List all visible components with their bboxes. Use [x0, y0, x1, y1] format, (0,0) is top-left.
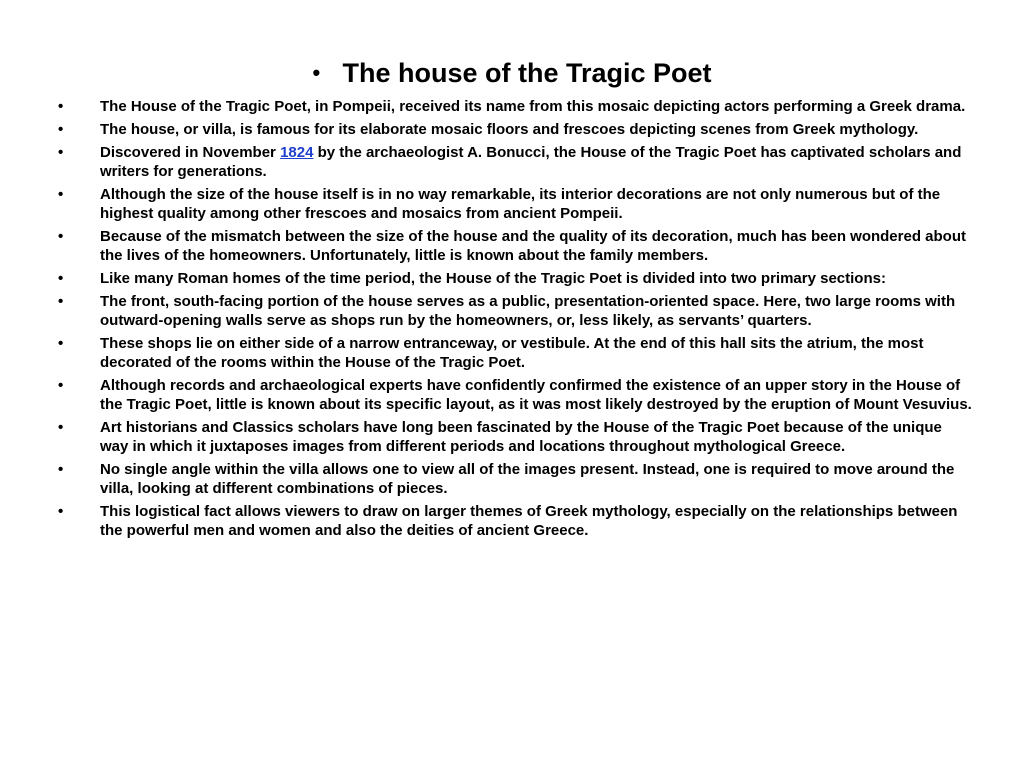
bullet-icon: • [58, 377, 64, 394]
title-bullet-icon: • [312, 60, 321, 85]
bullet-icon: • [58, 419, 64, 436]
bullet-item [56, 376, 974, 414]
bullet-icon: • [58, 293, 64, 310]
bullet-item [56, 418, 974, 456]
bullet-text: The front, south-facing portion of the house serves as a public, presentation-oriented space. Here, two large rooms with outward-opening walls serve as shops run by the homeowners, or, less likely, as servants’ quarters. [100, 293, 956, 329]
bullet-item [56, 120, 974, 139]
bullet-text: Art historians and Classics scholars have long been fascinated by the House of the Tragic Poet because of the unique way in which it juxtaposes images from different periods and locations throughout mythological Greece. [100, 419, 942, 455]
bullet-icon: • [58, 270, 64, 287]
bullet-icon: • [58, 186, 64, 203]
year-1824-link[interactable]: 1824 [280, 144, 314, 161]
bullet-list [56, 97, 974, 544]
bullet-text-after-link: by the archaeologist A. Bonucci, the House of the Tragic Poet has captivated scholars and writers for generations. [100, 144, 962, 180]
bullet-text: Although the size of the house itself is in no way remarkable, its interior decorations are not only numerous but of the highest quality among other frescoes and mosaics from ancient Pompeii. [100, 186, 941, 222]
slide-title-row [0, 56, 1024, 90]
bullet-text: The House of the Tragic Poet, in Pompeii, received its name from this mosaic depicting actors performing a Greek drama. [100, 98, 966, 115]
bullet-text: Because of the mismatch between the size of the house and the quality of its decoration, much has been wondered about the lives of the homeowners. Unfortunately, little is known about the family members. [100, 228, 966, 264]
bullet-item [56, 502, 974, 540]
bullet-icon: • [58, 461, 64, 478]
bullet-icon: • [58, 228, 64, 245]
bullet-item [56, 292, 974, 330]
bullet-icon: • [58, 503, 64, 520]
bullet-item [56, 460, 974, 498]
bullet-item [56, 143, 974, 181]
bullet-text: Like many Roman homes of the time period, the House of the Tragic Poet is divided into two primary sections: [100, 270, 886, 287]
bullet-text: No single angle within the villa allows one to view all of the images present. Instead, one is required to move around the villa, looking at different combinations of pieces. [100, 461, 955, 497]
bullet-item [56, 97, 974, 116]
slide-title: The house of the Tragic Poet [342, 58, 712, 88]
bullet-text: These shops lie on either side of a narrow entranceway, or vestibule. At the end of this hall sits the atrium, the most decorated of the rooms within the House of the Tragic Poet. [100, 335, 924, 371]
bullet-item [56, 334, 974, 372]
bullet-item [56, 185, 974, 223]
bullet-icon: • [58, 144, 64, 161]
bullet-icon: • [58, 335, 64, 352]
bullet-item [56, 227, 974, 265]
bullet-item [56, 269, 974, 288]
bullet-text: The house, or villa, is famous for its elaborate mosaic floors and frescoes depicting scenes from Greek mythology. [100, 121, 919, 138]
bullet-icon: • [58, 121, 64, 138]
bullet-text: Although records and archaeological experts have confidently confirmed the existence of an upper story in the House of the Tragic Poet, little is known about its specific layout, as it was most likely destroyed by the eruption of Mount Vesuvius. [100, 377, 972, 413]
bullet-icon: • [58, 98, 64, 115]
bullet-text: This logistical fact allows viewers to draw on larger themes of Greek mythology, especially on the relationships between the powerful men and women and also the deities of ancient Greece. [100, 503, 958, 539]
bullet-text-before-link: Discovered in November [100, 144, 281, 161]
